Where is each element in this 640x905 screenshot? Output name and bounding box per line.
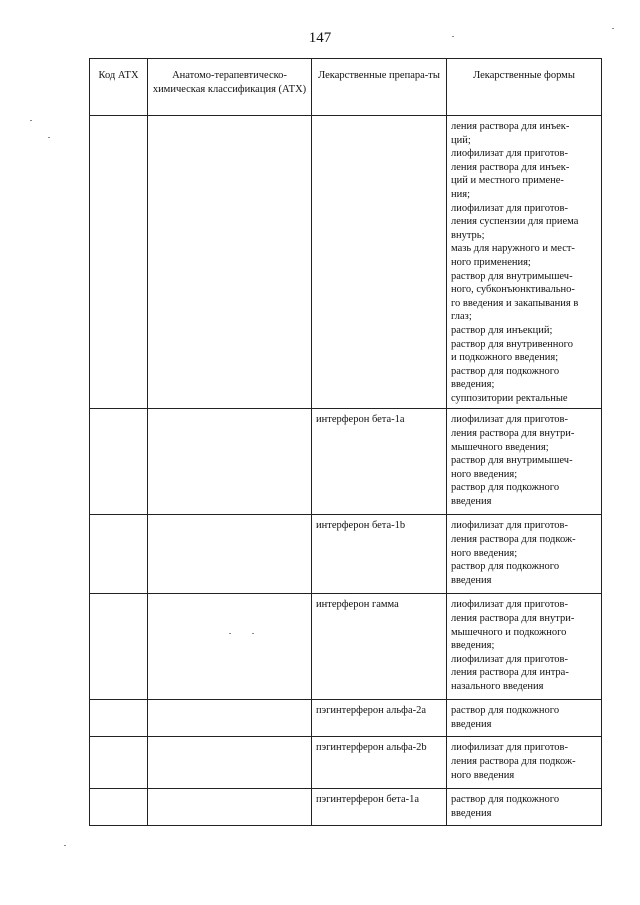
forms-text: лиофилизат для приготов- ления раствора для внутри- мышечного и подкожного введения; лиофилизат для приготов- ления раствора для интра- назального введения (451, 599, 575, 693)
cell-forms (447, 700, 602, 737)
cell-forms (447, 515, 602, 594)
cell-drug: интерферон гамма (312, 594, 447, 700)
header-classification: Анатомо-терапевтическо-химическая классификация (АТХ) (148, 59, 312, 116)
cell-code (90, 594, 148, 700)
forms-text: раствор для подкожного введения (451, 794, 560, 820)
cell-classification (148, 594, 312, 700)
cell-drug: пэгинтерферон альфа-2a (312, 700, 447, 737)
cell-code (90, 700, 148, 737)
table-row (90, 700, 602, 737)
header-forms: Лекарственные формы (447, 59, 602, 116)
page-number: 147 (308, 30, 332, 46)
cell-code (90, 737, 148, 789)
cell-forms (447, 737, 602, 789)
forms-text: лиофилизат для приготов- ления раствора для подкож- ного введения (451, 742, 576, 781)
cell-classification (148, 789, 312, 826)
cell-forms (447, 789, 602, 826)
table-row (90, 116, 602, 409)
cell-forms (447, 409, 602, 515)
cell-code (90, 789, 148, 826)
cell-classification (148, 409, 312, 515)
table-row (90, 409, 602, 515)
table-header-row (90, 59, 602, 116)
cell-drug: интерферон бета-1b (312, 515, 447, 594)
scan-speck (252, 633, 254, 634)
table-row (90, 789, 602, 826)
cell-classification (148, 515, 312, 594)
forms-text: раствор для подкожного введения (451, 705, 560, 731)
cell-code (90, 409, 148, 515)
cell-drug: интерферон бета-1a (312, 409, 447, 515)
scan-speck (229, 633, 231, 634)
forms-text: лиофилизат для приготов- ления раствора для подкож- ного введения; раствор для подкожного введения (451, 520, 576, 586)
cell-forms (447, 594, 602, 700)
table-row (90, 594, 602, 700)
cell-classification (148, 700, 312, 737)
forms-text: лиофилизат для приготов- ления раствора для внутри- мышечного введения; раствор для внутримышеч- ного введения; раствор для подкожного введения (451, 414, 575, 508)
cell-code (90, 515, 148, 594)
forms-text: ления раствора для инъек- ций; лиофилизат для приготов- ления раствора для инъек- ций и местного примене- ния; лиофилизат для приготов- ления суспензии для приема внутрь; мазь для наружного и мест- ного применения; раствор для внутримышеч- ного, субконъюнктивально- го введения и закапывания в глаз; раствор для инъекций; раствор для внутривенного и подкожного введения; раствор для подкожного введения; суппозитории ректальные (451, 121, 579, 404)
cell-drug (312, 116, 447, 409)
scan-speck (452, 36, 454, 37)
table-row (90, 515, 602, 594)
cell-classification (148, 116, 312, 409)
cell-forms (447, 116, 602, 409)
header-code: Код АТХ (90, 59, 148, 116)
cell-classification (148, 737, 312, 789)
header-drugs: Лекарственные препара-ты (312, 59, 447, 116)
cell-drug: пэгинтерферон альфа-2b (312, 737, 447, 789)
scan-speck (30, 120, 32, 121)
table-row (90, 737, 602, 789)
scan-speck (612, 28, 614, 29)
scan-speck (64, 845, 66, 846)
scan-speck (48, 137, 50, 138)
atx-table (89, 58, 602, 826)
cell-drug: пэгинтерферон бета-1a (312, 789, 447, 826)
cell-code (90, 116, 148, 409)
